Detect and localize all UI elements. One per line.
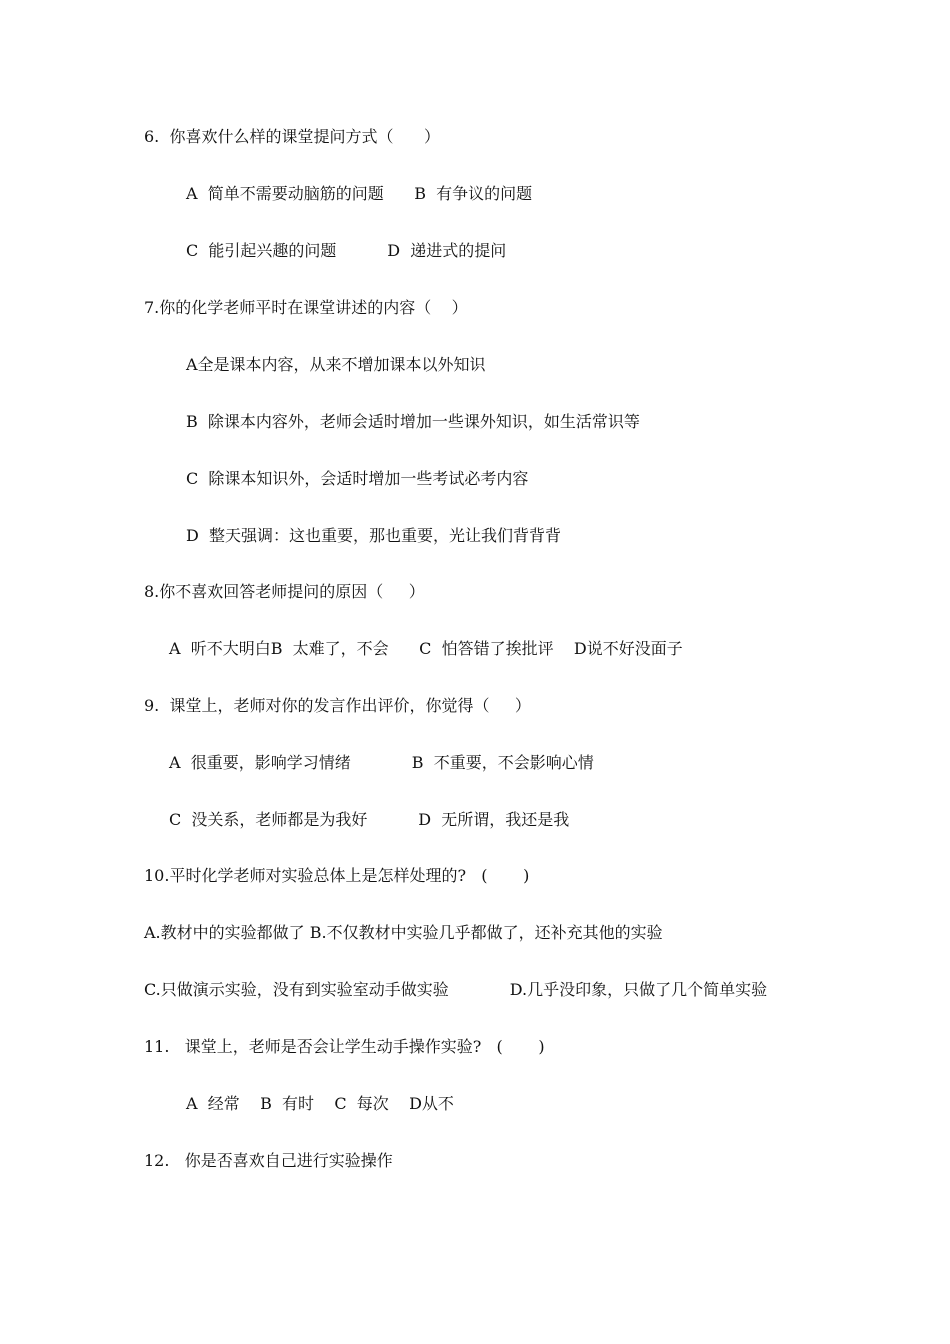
question-6-stem: 6. 你喜欢什么样的课堂提问方式（ ）: [144, 127, 440, 146]
question-12-stem: 12. 你是否喜欢自己进行实验操作: [144, 1151, 393, 1170]
question-10-options-row-2: C.只做演示实验，没有到实验室动手做实验 D.几乎没印象，只做了几个简单实验: [144, 980, 768, 999]
question-9-options-row-1: A 很重要，影响学习情绪 B 不重要，不会影响心情: [169, 753, 594, 772]
question-6-options-row-2: C 能引起兴趣的问题 D 递进式的提问: [186, 241, 507, 260]
question-9-stem: 9. 课堂上，老师对你的发言作出评价，你觉得（ ）: [144, 696, 531, 715]
question-7-option-d: D 整天强调：这也重要，那也重要，光让我们背背背: [186, 526, 562, 545]
question-6-options-row-1: A 简单不需要动脑筋的问题 B 有争议的问题: [186, 184, 533, 203]
question-7-option-c: C 除课本知识外，会适时增加一些考试必考内容: [186, 469, 529, 488]
question-7-stem: 7.你的化学老师平时在课堂讲述的内容（ ）: [144, 298, 468, 317]
question-8-options-row: A 听不大明白B 太难了，不会 C 怕答错了挨批评 D说不好没面子: [169, 639, 683, 658]
question-7-option-b: B 除课本内容外，老师会适时增加一些课外知识，如生活常识等: [186, 412, 640, 431]
question-11-options-row: A 经常 B 有时 C 每次 D从不: [186, 1094, 454, 1113]
question-8-stem: 8.你不喜欢回答老师提问的原因（ ）: [144, 582, 425, 601]
question-7-option-a: A全是课本内容，从来不增加课本以外知识: [186, 355, 486, 374]
question-10-options-row-1: A.教材中的实验都做了 B.不仅教材中实验几乎都做了，还补充其他的实验: [144, 923, 663, 942]
question-10-stem: 10.平时化学老师对实验总体上是怎样处理的? ( ): [144, 866, 530, 885]
question-9-options-row-2: C 没关系，老师都是为我好 D 无所谓，我还是我: [169, 810, 570, 829]
question-11-stem: 11. 课堂上，老师是否会让学生动手操作实验? ( ): [144, 1037, 545, 1056]
